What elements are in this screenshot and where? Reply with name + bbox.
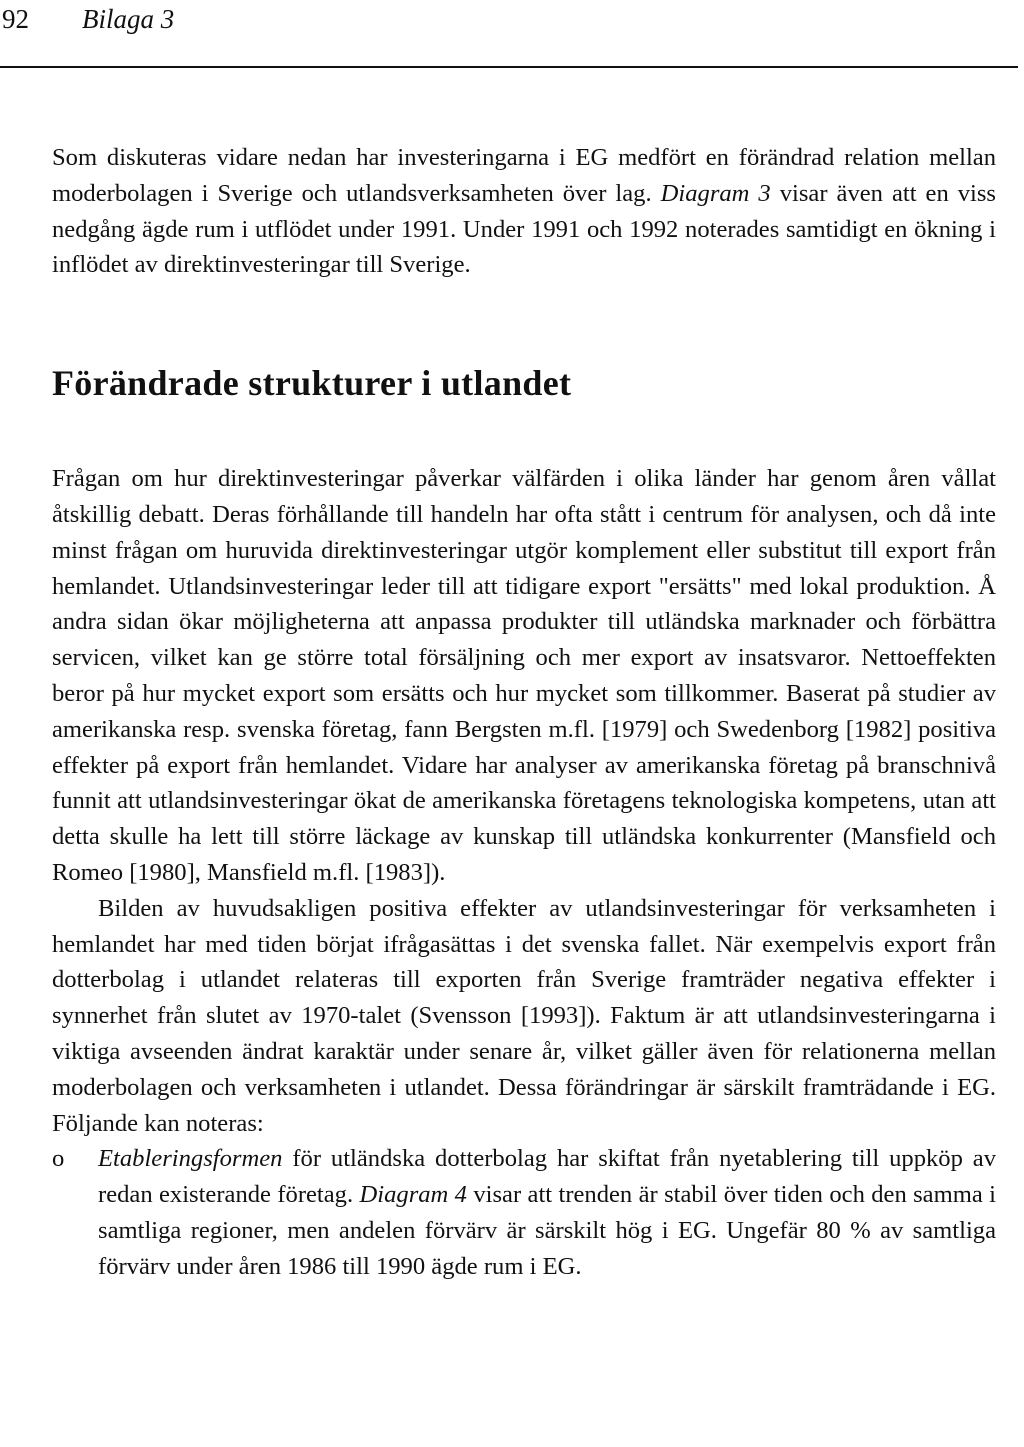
bullet-item: [52, 1141, 996, 1284]
bullet-marker: o: [52, 1145, 65, 1173]
section-heading: Förändrade strukturer i utlandet: [52, 363, 572, 404]
bullet-text-1: för utländska dotterbolag har skiftat från nyetablering till uppköp av redan existerande företag.: [98, 1145, 996, 1209]
diagram-3-reference: Diagram 3: [660, 179, 771, 207]
bullet-text-2: visar att trenden är stabil över tiden och den samma i samtliga regioner, men andelen förvärv är särskilt hög i EG. Ungefär 80 % av samtliga förvärv under åren 1986 till 1990 ägde rum i EG.: [98, 1181, 996, 1280]
body-paragraph-2: Bilden av huvudsakligen positiva effekter av utlandsinvesteringar för verksamheten i hemlandet har med tiden börjat ifrågasättas i det svenska fallet. När exempelvis export från dotterbolag i utlandet relateras till exporten från Sverige framträder negativa effekter i synnerhet från slutet av 1970-talet (Svensson [1993]). Faktum är att utlandsinvesteringarna i viktiga avseenden ändrat karaktär under senare år, vilket gäller även för relationerna mellan moderbolagen och verksamheten i utlandet. Dessa förändringar är särskilt framträdande i EG. Följande kan noteras:: [52, 894, 996, 1137]
page-body: [52, 140, 996, 1285]
page-number: 92: [2, 4, 29, 34]
bullet-term: Etableringsformen: [98, 1145, 283, 1173]
section-label: Bilaga 3: [82, 4, 175, 34]
diagram-4-reference: Diagram 4: [359, 1181, 467, 1209]
intro-text-1: Som diskuteras vidare nedan har investeringarna i EG medfört en förändrad relation mellan moderbolagen i Sverige och utlandsverksamheten över lag.: [52, 144, 996, 207]
body-paragraph-1: Frågan om hur direktinvesteringar påverkar välfärden i olika länder har genom åren vållat åtskillig debatt. Deras förhållande till handeln har ofta stått i centrum för analysen, och då inte minst frågan om huruvida direktinvesteringar utgör komplement eller substitut till export från hemlandet. Utlandsinvesteringar leder till att tidigare export "ersätts" med lokal produktion. Å andra sidan ökar möjligheterna att anpassa produkter till utländska marknader och förbättra servicen, vilket kan ge större total försäljning och mer export av insatsvaror. Nettoeffekten beror på hur mycket export som ersätts och hur mycket som tillkommer. Baserat på studier av amerikanska resp. svenska företag, fann Bergsten m.fl. [1979] och Swedenborg [1982] positiva effekter på export från hemlandet. Vidare har analyser av amerikanska företag på branschnivå funnit att utlandsinvesteringar ökat de amerikanska företagens teknologiska kompetens, utan att detta skulle ha lett till större läckage av kunskap till utländska konkurrenter (Mansfield och Romeo [1980], Mansfield m.fl. [1983]).: [52, 465, 996, 886]
running-head: [0, 0, 1024, 40]
header-rule: [0, 66, 1018, 68]
intro-text-2: visar även att en viss nedgång ägde rum i utflödet under 1991. Under 1991 och 1992 noterades samtidigt en ökning i inflödet av direktinvesteringar till Sverige.: [52, 179, 996, 279]
intro-paragraph: [52, 140, 996, 283]
